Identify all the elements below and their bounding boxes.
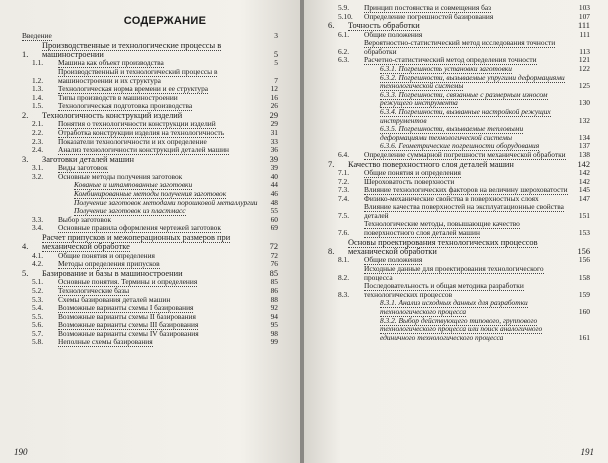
toc-entry-text: Технологические базы <box>58 286 130 295</box>
toc-entry-text: Определение погрешностей базирования <box>364 12 494 21</box>
toc-entry-title <box>364 169 570 178</box>
toc-entry-text: Производственные и технологические процессы в машиностроении <box>42 40 222 59</box>
toc-entry-title <box>58 252 258 261</box>
toc-entry <box>22 321 278 330</box>
toc-entry-title <box>58 146 258 155</box>
toc-title: СОДЕРЖАНИЕ <box>123 15 207 27</box>
toc-entry-text: 6.3.3. Погрешности, связанные с размерным износом режущего инструмента <box>380 90 548 108</box>
toc-entry-title <box>58 120 258 129</box>
toc-entry-title <box>22 207 258 216</box>
toc-entry <box>328 108 590 125</box>
toc-entry-page: 137 <box>578 141 590 151</box>
toc-entry-text: Комбинированные методы получения заготовок <box>74 189 227 198</box>
toc-entry-number: 2. <box>22 110 29 120</box>
toc-entry <box>328 299 590 316</box>
toc-entry-title <box>364 256 570 265</box>
toc-entry-page: 72 <box>270 250 278 260</box>
toc-entry-text: Получение заготовок методами порошковой металлургии <box>74 198 258 207</box>
toc-entry-text: Расчетно-статистический метод определения точности <box>364 56 537 65</box>
toc-entry <box>22 111 278 120</box>
toc-entry-number: 3.3. <box>32 214 44 224</box>
toc-entry-title <box>364 151 570 160</box>
toc-entry-text: Определение суммарной погрешности механической обработки <box>364 150 566 159</box>
toc-entry-page: 44 <box>270 180 278 190</box>
toc-entry-text: Основы проектирования технологических процессов механической обработки <box>348 237 538 257</box>
toc-entry <box>328 256 590 265</box>
left-page <box>0 0 301 463</box>
toc-entry-title <box>328 65 570 74</box>
toc-entry-number: 8. <box>328 247 335 257</box>
toc-entry-text: 6.3.2. Погрешности, вызываемые упругими деформациями технологической системы <box>380 73 565 91</box>
toc-entry-text: Выбор заготовок <box>58 215 112 224</box>
toc-entry <box>328 160 590 169</box>
toc-entry-title <box>42 41 258 60</box>
toc-entry-number: 5.9. <box>338 3 350 12</box>
toc-entry-page: 134 <box>578 132 590 142</box>
toc-entry <box>22 287 278 296</box>
toc-entry-title <box>58 94 258 103</box>
toc-entry-title <box>328 74 570 91</box>
toc-entry-title <box>364 56 570 65</box>
toc-entry <box>22 269 278 278</box>
toc-entry <box>22 129 278 138</box>
toc-entry-text: Кованые и штампованные заготовки <box>74 181 193 190</box>
toc-entry-page: 122 <box>578 63 590 73</box>
toc-entry-title <box>58 224 258 233</box>
toc-entry-number: 6.3. <box>338 55 350 65</box>
toc-entry <box>328 203 590 220</box>
toc-entry-text: Общие положения <box>364 256 423 265</box>
toc-entry <box>328 238 590 257</box>
toc-entry-title <box>58 321 258 330</box>
toc-entry-page: 99 <box>270 337 278 347</box>
toc-entry-page: 60 <box>270 214 278 224</box>
toc-entry-number: 2.3. <box>32 136 44 146</box>
toc-entry-page: 151 <box>578 210 590 220</box>
toc-entry-text: 6.3.6. Геометрические погрешности оборудования <box>380 142 540 151</box>
toc-entry-page: 94 <box>270 311 278 321</box>
toc-entry <box>22 304 278 313</box>
toc-entry-number: 7.2. <box>338 176 350 186</box>
toc-entry-text: Неполные схемы базирования <box>58 338 153 347</box>
toc-entry-text: Понятия о технологичности конструкции изделий <box>58 120 216 129</box>
toc-entry-text: Влияние качества поверхностей на эксплуатационные свойства деталей <box>364 203 564 220</box>
toc-entry-title <box>58 216 258 225</box>
toc-entry-text: 6.3.4. Погрешности, вызванные настройкой режущих инструментов <box>380 107 551 125</box>
toc-entry <box>22 120 278 129</box>
toc-entry <box>328 265 590 282</box>
toc-entry <box>22 32 278 41</box>
toc-entry-page: 138 <box>578 149 590 159</box>
toc-entry-title <box>58 304 258 313</box>
toc-entry-title <box>22 199 258 208</box>
toc-entry-page: 158 <box>578 272 590 282</box>
toc-entry <box>22 252 278 261</box>
toc-entry-text: Точность обработки <box>348 21 420 31</box>
toc-entry-title <box>364 203 570 220</box>
toc-entry-title <box>328 317 570 343</box>
toc-entry-title <box>328 125 570 142</box>
toc-entry <box>328 74 590 91</box>
toc-entry <box>22 68 278 85</box>
toc-entry-page: 98 <box>270 328 278 338</box>
toc-entry-page: 3 <box>274 31 278 40</box>
toc-entry <box>22 146 278 155</box>
toc-entry-text: 6.3.5. Погрешности, вызываемые тепловыми деформациями технологической системы <box>380 125 524 142</box>
toc-entry-number: 2.2. <box>32 127 44 137</box>
toc-entry-page: 113 <box>579 46 590 56</box>
toc-entry-page: 5 <box>274 58 278 68</box>
toc-entry-text: Общие понятия и определения <box>364 168 461 177</box>
toc-entry <box>328 195 590 204</box>
toc-entry-text: Возможные варианты схемы II базирования <box>58 312 196 321</box>
toc-entry-title <box>42 269 258 278</box>
toc-entry-page: 69 <box>270 223 278 233</box>
toc-entry-number: 8.2. <box>338 272 350 282</box>
toc-entry-number: 5.3. <box>32 294 44 304</box>
toc-entry-page: 111 <box>578 21 590 31</box>
toc-entry-number: 4.2. <box>32 259 44 269</box>
toc-entry <box>328 21 590 30</box>
toc-entry-text: Типы производств в машиностроении <box>58 93 178 102</box>
toc-entry-page: 161 <box>578 332 590 342</box>
toc-entry <box>328 4 590 13</box>
toc-entry-text: Введение <box>22 32 52 40</box>
toc-entry-number: 6.4. <box>338 149 350 159</box>
toc-entry-title <box>348 21 570 30</box>
toc-entry-text: Принцип постоянства и совмещения баз <box>364 4 492 12</box>
toc-entry-number: 3.4. <box>32 223 44 233</box>
toc-entry-number: 2.4. <box>32 145 44 155</box>
toc-entry <box>22 207 278 216</box>
toc-entry-page: 29 <box>270 119 278 129</box>
toc-entry-title <box>364 282 570 299</box>
toc-entry-text: Шероховатость поверхности <box>364 177 455 186</box>
toc-entry-page: 132 <box>578 115 590 125</box>
toc-entry-page: 85 <box>269 268 278 278</box>
toc-entry <box>22 199 278 208</box>
toc-entry-page: 36 <box>270 145 278 155</box>
toc-entry-title <box>58 260 258 269</box>
toc-entry-title <box>58 313 258 322</box>
toc-entry-title <box>42 155 258 164</box>
toc-entry <box>328 31 590 40</box>
toc-entry-number: 1.4. <box>32 92 44 102</box>
toc-entry-page: 76 <box>270 259 278 269</box>
toc-entry-text: Основные правила оформления чертежей заготовок <box>58 224 221 233</box>
toc-entry <box>22 278 278 287</box>
toc-entry-title <box>42 233 258 252</box>
toc-entry-text: Заготовки деталей машин <box>42 154 134 164</box>
toc-entry-page: 88 <box>270 294 278 304</box>
toc-entry-text: Машина как объект производства <box>58 59 164 68</box>
toc-entry-text: Технологические методы, повышающие качество поверхностного слоя деталей машин <box>364 220 520 238</box>
toc-entry-title <box>58 287 258 296</box>
toc-entry <box>22 94 278 103</box>
toc-entry-number: 1.5. <box>32 101 44 111</box>
toc-entry-text: Возможные варианты схемы IV базирования <box>58 329 199 338</box>
toc-entry-page: 40 <box>270 171 278 181</box>
toc-entry-page: 153 <box>578 228 590 238</box>
toc-entry-text: Отработка конструкции изделия на технологичность <box>58 128 225 137</box>
toc-entry-number: 6.1. <box>338 29 350 39</box>
toc-entry <box>328 169 590 178</box>
toc-entry-number: 5. <box>22 268 29 278</box>
toc-entry-title <box>364 186 570 195</box>
toc-entry-page: 156 <box>577 247 590 257</box>
toc-entry-title <box>364 39 570 56</box>
toc-entry-number: 4. <box>22 242 29 252</box>
toc-entry-text: Возможные варианты схемы III базирования <box>58 321 199 330</box>
toc-entry-page: 39 <box>270 163 278 173</box>
toc-entry <box>328 13 590 22</box>
toc-entry <box>22 41 278 60</box>
toc-entry-number: 7.6. <box>338 228 350 238</box>
toc-entry-number: 8.3. <box>338 289 350 299</box>
toc-entry-text: Анализ технологичности конструкций деталей машин <box>58 146 229 155</box>
toc-entry-title <box>348 160 570 169</box>
toc-entry-page: 156 <box>578 255 590 265</box>
toc-entry-page: 31 <box>270 127 278 137</box>
toc-entry <box>328 282 590 299</box>
page-number-left: 190 <box>14 447 28 457</box>
toc-entry-number: 5.7. <box>32 328 44 338</box>
toc-entry <box>22 59 278 68</box>
toc-entry-title <box>58 278 258 287</box>
toc-entry-title <box>22 190 258 199</box>
toc-entry-number: 7.4. <box>338 193 350 203</box>
toc-entry-title <box>328 91 570 108</box>
toc-entry-number: 5.8. <box>32 337 44 347</box>
toc-entry-number: 3.2. <box>32 171 44 181</box>
toc-entry-page: 39 <box>269 154 278 164</box>
toc-entry-page: 33 <box>270 136 278 146</box>
toc-entry <box>22 190 278 199</box>
toc-entry-page: 130 <box>578 98 590 108</box>
toc-entry-text: Основные методы получения заготовок <box>58 172 183 181</box>
toc-entry-number: 5.4. <box>32 303 44 313</box>
toc-entry-text: Показатели технологичности и их определение <box>58 137 207 146</box>
toc-entry <box>22 181 278 190</box>
toc-entry-number: 5.5. <box>32 311 44 321</box>
toc-entry-number: 5.6. <box>32 320 44 330</box>
toc-entry-page: 111 <box>579 29 590 39</box>
toc-entry-page: 29 <box>269 110 278 120</box>
toc-entry-text: Исходные данные для проектирования технологического процесса <box>364 265 544 282</box>
toc-entry-title <box>328 142 570 151</box>
toc-entry-page: 72 <box>269 242 278 252</box>
toc-entry-number: 2.1. <box>32 119 44 129</box>
toc-entry-number: 7.3. <box>338 185 350 195</box>
toc-entry-text: 8.3.2. Выбор действующего типового, группового технологического процесса или поиск аналогичного единичного технологического процесса <box>380 316 543 342</box>
toc-entry <box>328 178 590 187</box>
toc-entry-title <box>22 181 258 190</box>
toc-entry <box>22 296 278 305</box>
toc-entry-title <box>58 330 258 339</box>
toc-entry-page: 5 <box>273 50 278 59</box>
toc-entry-text: 8.3.1. Анализ исходных данных для разработки технологического процесса <box>380 299 528 317</box>
toc-entry-text: Базирование и базы в машиностроении <box>42 268 183 278</box>
toc-entry-title <box>364 265 570 282</box>
toc-entry <box>22 85 278 94</box>
toc-entry <box>22 233 278 252</box>
toc-entry-page: 85 <box>270 277 278 287</box>
toc-entry-text: Схемы базирования деталей машин <box>58 295 171 304</box>
toc-entry-text: 6.3.1. Погрешность установки заготовки <box>380 64 512 73</box>
toc-entry-title <box>364 178 570 187</box>
toc-entry-page: 160 <box>578 307 590 317</box>
toc-entry-text: Общие понятия и определения <box>58 251 155 260</box>
toc-entry-page: 159 <box>578 289 590 299</box>
toc-entry-title <box>58 173 258 182</box>
toc-entry-page: 103 <box>578 3 590 12</box>
toc-entry-text: Расчет припусков и межоперационных размеров при механической обработке <box>42 232 231 252</box>
toc-entry-title <box>58 129 258 138</box>
toc-entry-text: Виды заготовок <box>58 164 108 173</box>
toc-entry-text: Получение заготовок из пластмасс <box>74 207 186 216</box>
toc-entry-text: Методы определения припусков <box>58 260 160 269</box>
toc-entry <box>22 338 278 347</box>
toc-entry-title <box>58 102 258 111</box>
toc-entry <box>22 164 278 173</box>
toc-entry-page: 48 <box>270 197 278 207</box>
toc-entry-page: 92 <box>270 303 278 313</box>
toc-entry-page: 107 <box>578 11 590 21</box>
toc-entry-number: 5.1. <box>32 277 44 287</box>
toc-entry-page: 125 <box>578 81 590 91</box>
toc-entry-page: 16 <box>270 92 278 102</box>
page-number-right: 191 <box>580 447 594 457</box>
toc-entry <box>22 330 278 339</box>
toc-entry-text: Общие положения <box>364 30 423 39</box>
toc-entry <box>22 102 278 111</box>
toc-entry-title <box>58 85 258 94</box>
toc-entry-number: 1.2. <box>32 75 44 85</box>
toc-entry-title <box>364 4 570 13</box>
toc-entry-text: Качество поверхностного слоя деталей машин <box>348 159 514 169</box>
toc-entry <box>22 216 278 225</box>
toc-entry-page: 147 <box>578 193 590 203</box>
toc-entry-title <box>22 32 258 41</box>
toc-entry <box>328 91 590 108</box>
toc-entry-page: 86 <box>270 285 278 295</box>
toc-entry-text: Технологическая норма времени и ее структура <box>58 85 209 94</box>
toc-entry <box>328 220 590 237</box>
toc-entry-text: Технологичность конструкций изделий <box>42 110 183 120</box>
toc-entry <box>22 138 278 147</box>
toc-entry-text: Физико-механические свойства в поверхностных слоях <box>364 194 539 203</box>
toc-entry-page: 142 <box>577 159 590 169</box>
toc-entry-number: 3. <box>22 154 29 164</box>
toc-entry-page: 55 <box>270 206 278 216</box>
toc-entry-title <box>364 31 570 40</box>
toc-entry <box>22 260 278 269</box>
toc-entry <box>328 142 590 151</box>
toc-entry-page: 46 <box>270 188 278 198</box>
toc-entry-title <box>328 299 570 316</box>
toc-entry-title <box>364 220 570 237</box>
toc-entry-page: 142 <box>578 176 590 186</box>
toc-entry <box>328 65 590 74</box>
toc-entry-number: 1. <box>22 50 29 59</box>
toc-left <box>22 10 278 347</box>
toc-entry-number: 1.1. <box>32 58 44 68</box>
toc-entry-text: Влияние технологических факторов на величину шероховатости <box>364 186 568 195</box>
toc-entry <box>328 56 590 65</box>
toc-entry-text: Последовательность и общая методика разработки технологических процессов <box>364 282 524 299</box>
toc-entry-page: 26 <box>270 101 278 111</box>
toc-entry <box>328 151 590 160</box>
toc-entry-number: 1.3. <box>32 84 44 94</box>
toc-entry-number: 7.5. <box>338 210 350 220</box>
toc-entry-title <box>58 164 258 173</box>
toc-entry-page: 12 <box>270 84 278 94</box>
toc-entry-title <box>58 68 258 85</box>
toc-entry-number: 8.1. <box>338 255 350 265</box>
toc-entry-page: 145 <box>578 185 590 195</box>
toc-entry-title <box>348 238 570 257</box>
toc-entry-text: Вероятностно-статистический метод исследования точности обработки <box>364 39 556 56</box>
toc-entry <box>328 317 590 343</box>
toc-entry-page: 95 <box>270 320 278 330</box>
toc-entry-number: 6. <box>328 21 335 31</box>
toc-entry-title <box>42 111 258 120</box>
toc-entry-title <box>58 138 258 147</box>
toc-entry-title <box>328 108 570 125</box>
toc-entry-title <box>364 13 570 22</box>
toc-entry-title <box>364 195 570 204</box>
toc-entry-text: Возможные варианты схемы I базирования <box>58 304 194 313</box>
toc-entry-page: 142 <box>578 167 590 177</box>
toc-entry <box>22 155 278 164</box>
toc-entry-text: Производственный и технологический процессы в машиностроении и их структура <box>58 68 218 85</box>
toc-entry-text: Основные понятия. Термины и определения <box>58 278 198 287</box>
toc-right <box>328 4 590 342</box>
toc-entry-title <box>58 338 258 347</box>
toc-entry <box>22 224 278 233</box>
toc-entry-number: 6.2. <box>338 46 350 56</box>
toc-entry-page: 7 <box>274 75 278 85</box>
toc-entry <box>328 125 590 142</box>
toc-entry <box>22 313 278 322</box>
toc-entry <box>328 39 590 56</box>
toc-entry-number: 7.1. <box>338 167 350 177</box>
toc-entry <box>22 173 278 182</box>
toc-entry-text: Технологическая подготовка производства <box>58 102 193 111</box>
toc-entry-number: 5.2. <box>32 285 44 295</box>
toc-entry-page: 121 <box>578 55 590 65</box>
right-page <box>304 0 608 463</box>
toc-entry-number: 7. <box>328 159 335 169</box>
toc-entry-title <box>58 59 258 68</box>
toc-entry-number: 5.10. <box>338 11 353 21</box>
toc-entry <box>328 186 590 195</box>
toc-entry-title <box>58 296 258 305</box>
toc-entry-number: 4.1. <box>32 250 44 260</box>
toc-entry-number: 3.1. <box>32 163 44 173</box>
